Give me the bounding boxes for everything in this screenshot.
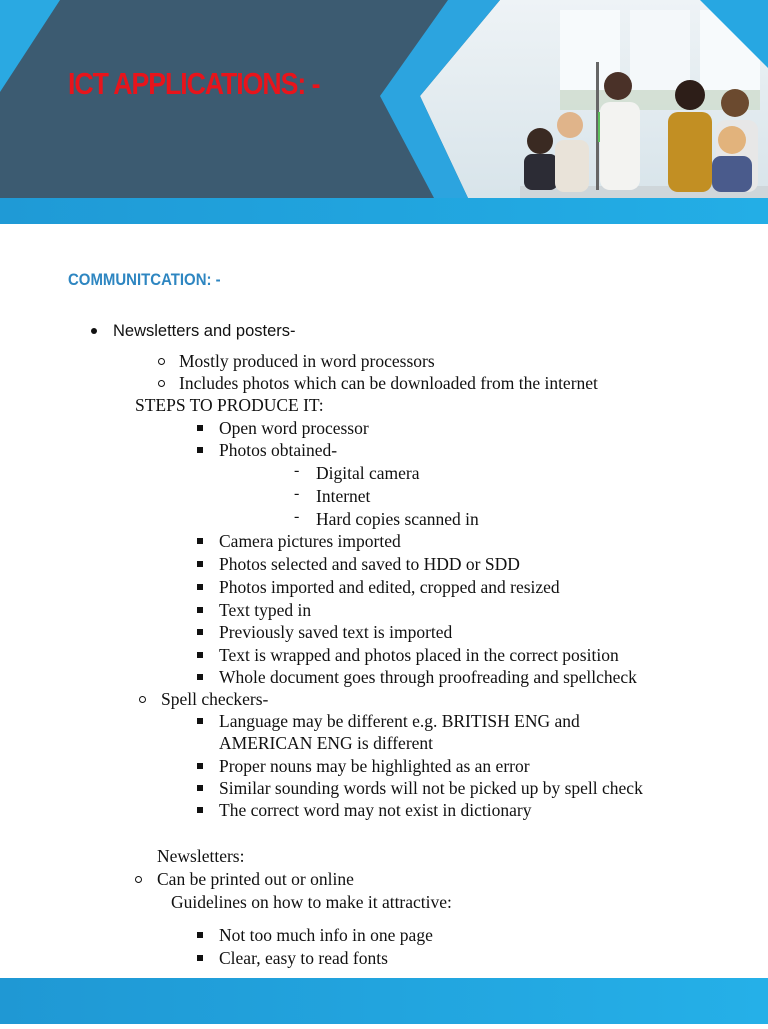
page-title: ICT APPLICATIONS: - [68, 66, 320, 101]
bullet-square-icon [197, 561, 203, 567]
footer-graphic [0, 978, 768, 1024]
list-item: Mostly produced in word processors [179, 351, 435, 371]
bullet-square-icon [197, 785, 203, 791]
list-item: Hard copies scanned in [316, 509, 479, 529]
list-item-continuation: AMERICAN ENG is different [219, 733, 434, 753]
newsletters-label: Newsletters: [157, 846, 245, 866]
bullet-dash-icon: - [294, 508, 300, 525]
list-item: Text is wrapped and photos placed in the correct position [219, 645, 619, 665]
header-graphic [0, 0, 768, 224]
bullet-dash-icon: - [294, 485, 300, 502]
section-heading: COMMUNITCATION: - [68, 270, 221, 289]
list-item: Clear, easy to read fonts [219, 948, 388, 968]
bullet-square-icon [197, 763, 203, 769]
list-item: Internet [316, 486, 371, 506]
bullet-square-icon [197, 584, 203, 590]
list-item: The correct word may not exist in dictionary [219, 800, 532, 820]
list-item: Digital camera [316, 463, 420, 483]
bullet-disc-icon [91, 328, 97, 334]
list-item: Open word processor [219, 418, 369, 438]
spell-checkers-label: Spell checkers- [161, 689, 269, 709]
bullet-square-icon [197, 674, 203, 680]
header-banner [0, 0, 768, 224]
list-item: Proper nouns may be highlighted as an error [219, 756, 530, 776]
list-item: Camera pictures imported [219, 531, 401, 551]
list-item: Whole document goes through proofreading and spellcheck [219, 667, 637, 687]
bullet-circle-icon [139, 696, 146, 703]
list-item: Text typed in [219, 600, 312, 620]
bullet-square-icon [197, 718, 203, 724]
bullet-circle-icon [135, 876, 142, 883]
list-item: Includes photos which can be downloaded from the internet [179, 373, 598, 393]
bullet-square-icon [197, 538, 203, 544]
bullet-square-icon [197, 425, 203, 431]
list-item: Similar sounding words will not be picked up by spell check [219, 778, 643, 798]
list-item: Language may be different e.g. BRITISH ENG and [219, 711, 580, 731]
list-item: Photos obtained- [219, 440, 338, 460]
list-item: Can be printed out or online [157, 869, 354, 889]
bullet-circle-icon [158, 380, 165, 387]
bullet-square-icon [197, 932, 203, 938]
list-item-newsletters-posters: Newsletters and posters- [113, 322, 296, 340]
bullet-square-icon [197, 807, 203, 813]
bullet-dash-icon: - [294, 462, 300, 479]
footer-bar [0, 978, 768, 1024]
bullet-square-icon [197, 607, 203, 613]
list-item: Photos imported and edited, cropped and resized [219, 577, 560, 597]
steps-label: STEPS TO PRODUCE IT: [135, 395, 324, 415]
list-item: Not too much info in one page [219, 925, 433, 945]
bullet-square-icon [197, 629, 203, 635]
bullet-circle-icon [158, 358, 165, 365]
bullet-square-icon [197, 447, 203, 453]
guidelines-label: Guidelines on how to make it attractive: [171, 892, 452, 912]
list-item: Photos selected and saved to HDD or SDD [219, 554, 520, 574]
bullet-square-icon [197, 955, 203, 961]
list-item: Previously saved text is imported [219, 622, 453, 642]
bullet-square-icon [197, 652, 203, 658]
